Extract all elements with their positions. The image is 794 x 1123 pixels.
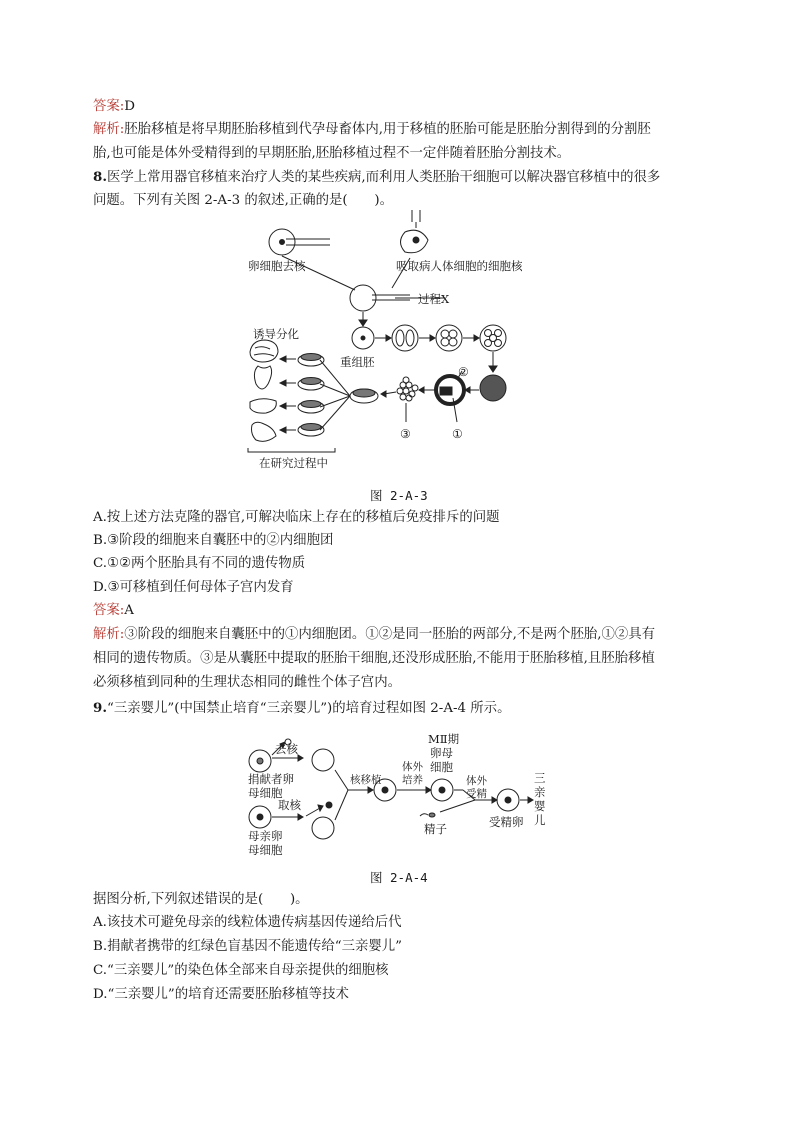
option-b: B.捐献者携带的红绿色盲基因不能遗传给“三亲婴儿” <box>93 939 402 954</box>
answer-label: 答案: <box>93 603 125 618</box>
option-c: C.“三亲婴儿”的染色体全部来自母亲提供的细胞核 <box>93 963 389 978</box>
analysis-text: 胚胎移植是将早期胚胎移植到代孕母畜体内,用于移植的胚胎可能是胚胎分割得到的分割胚 <box>124 122 651 137</box>
q8-analysis-line2: 相同的遗传物质。③是从囊胚中提取的胚胎干细胞,还没形成胚胎,不能用于胚胎移植,且胚胎移植 <box>93 651 655 666</box>
sperm-icon <box>429 813 435 817</box>
label-mother-line2: 母细胞 <box>248 843 283 857</box>
enucleated-donor-egg-icon <box>312 749 334 771</box>
analysis-label: 解析: <box>93 122 125 137</box>
label-mother-line1: 母亲卵 <box>248 829 283 843</box>
analysis-text: ③阶段的细胞来自囊胚中的①内细胞团。①②是同一胚胎的两部分,不是两个胚胎,①②具有 <box>124 627 656 642</box>
label-baby-2: 亲 <box>534 785 546 799</box>
marker-1: ① <box>452 427 463 441</box>
answer-value: D <box>124 99 136 114</box>
answer-label: 答案: <box>93 99 125 114</box>
label-donor-nucleus: 吸取病人体细胞的细胞核 <box>396 259 523 273</box>
option-b: B.③阶段的细胞来自囊胚中的②内细胞团 <box>93 533 334 548</box>
label-process-x: 过程X <box>418 292 450 306</box>
answer-value: A <box>124 603 134 618</box>
label-in-research: 在研究过程中 <box>259 456 328 470</box>
marker-2: ② <box>458 365 469 379</box>
figure-caption: 图 2-A-3 <box>370 488 428 503</box>
marker-3: ③ <box>400 427 411 441</box>
option-d: D.“三亲婴儿”的培育还需要胚胎移植等技术 <box>93 987 349 1002</box>
q8-analysis-line3: 必须移植到同种的生理状态相同的雌性个体子宫内。 <box>93 675 401 690</box>
question-number: 8. <box>93 169 107 185</box>
label-baby-3: 婴 <box>534 799 546 813</box>
label-baby-4: 儿 <box>534 813 546 827</box>
label-mii-line3: 细胞 <box>430 760 453 774</box>
option-d: D.③可移植到任何母体子宫内发育 <box>93 580 294 595</box>
label-baby-1: 三 <box>534 771 546 785</box>
label-take-nucleus: 取核 <box>278 798 301 812</box>
q7-analysis-line2: 胎,也可能是体外受精得到的早期胚胎,胚胎移植过程不一定伴随着胚胎分割技术。 <box>93 146 571 161</box>
label-donor-line1: 捐献者卵 <box>248 772 294 786</box>
stem-text: 医学上常用器官移植来治疗人类的某些疾病,而利用人类胚胎干细胞可以解决器官移植中的很多 <box>106 170 661 185</box>
label-ivf-line2: 受精 <box>466 788 487 800</box>
question-number: 9. <box>93 700 107 716</box>
label-sperm: 精子 <box>424 822 447 836</box>
label-zygote: 受精卵 <box>489 815 524 829</box>
label-ivf-line1: 体外 <box>466 775 487 787</box>
option-c: C.①②两个胚胎具有不同的遗传物质 <box>93 556 306 571</box>
option-a: A.该技术可避免母亲的线粒体遗传病基因传递给后代 <box>93 915 402 930</box>
mother-nucleus-source-icon <box>312 817 334 839</box>
label-mii-line2: 卵母 <box>430 746 453 760</box>
label-induce-differentiation: 诱导分化 <box>253 327 299 341</box>
label-reconstructed-embryo: 重组胚 <box>340 355 375 369</box>
stem-text: “三亲婴儿”(中国禁止培育“三亲婴儿”)的培育过程如图 2-A-4 所示。 <box>106 701 511 716</box>
label-culture-line2: 培养 <box>402 774 423 786</box>
label-mii-line1: MⅡ期 <box>428 732 460 746</box>
label-nuclear-transfer: 核移植 <box>350 774 382 786</box>
label-donor-line2: 母细胞 <box>248 786 283 800</box>
analysis-label: 解析: <box>93 627 125 642</box>
q8-stem-line2: 问题。下列有关图 2-A-3 的叙述,正确的是( )。 <box>93 193 394 208</box>
option-a: A.按上述方法克隆的器官,可解决临床上存在的移植后免疫排斥的问题 <box>93 510 500 525</box>
figure-caption: 图 2-A-4 <box>370 870 428 885</box>
label-culture-line1: 体外 <box>402 761 423 773</box>
q9-prompt: 据图分析,下列叙述错误的是( )。 <box>93 892 309 907</box>
label-remove-nucleus: 去核 <box>275 742 298 756</box>
label-egg-enucleation: 卵细胞去核 <box>248 259 306 273</box>
